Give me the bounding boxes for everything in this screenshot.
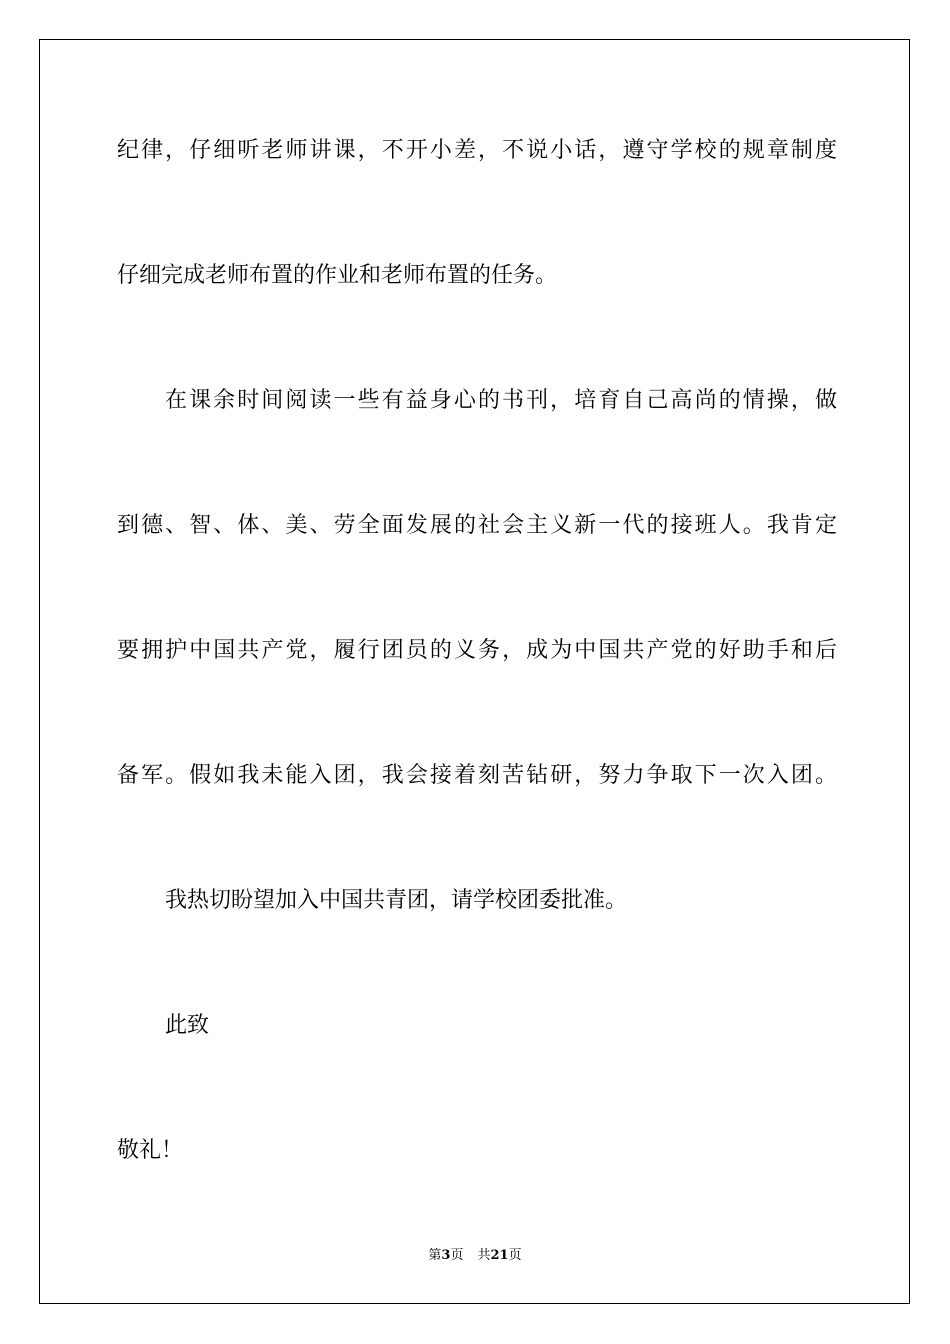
page-prefix: 第	[428, 1248, 442, 1263]
page-total: 21	[490, 1248, 509, 1263]
body-line-2: 仔细完成老师布置的作业和老师布置的任务。	[117, 263, 558, 288]
page-border	[39, 39, 910, 1304]
body-line-7: 我热切盼望加入中国共青团，请学校团委批准。	[165, 888, 628, 913]
page-current: 3	[441, 1248, 451, 1263]
body-line-4: 到德、智、体、美、劳全面发展的社会主义新一代的接班人。我肯定	[117, 513, 837, 538]
page-footer	[0, 1248, 950, 1264]
closing-salutation: 此致	[165, 1013, 210, 1038]
total-suffix: 页	[508, 1248, 522, 1263]
total-prefix: 共	[477, 1248, 491, 1263]
body-line-1: 纪律，仔细听老师讲课，不开小差，不说小话，遵守学校的规章制度	[117, 138, 837, 163]
body-line-6: 备军。假如我未能入团，我会接着刻苦钻研，努力争取下一次入团。	[117, 763, 837, 788]
body-line-5: 要拥护中国共产党，履行团员的义务，成为中国共产党的好助手和后	[117, 638, 837, 663]
closing-regards: 敬礼！	[117, 1138, 184, 1163]
page-suffix: 页	[450, 1248, 464, 1263]
body-line-3: 在课余时间阅读一些有益身心的书刊，培育自己高尚的情操，做	[165, 388, 837, 413]
